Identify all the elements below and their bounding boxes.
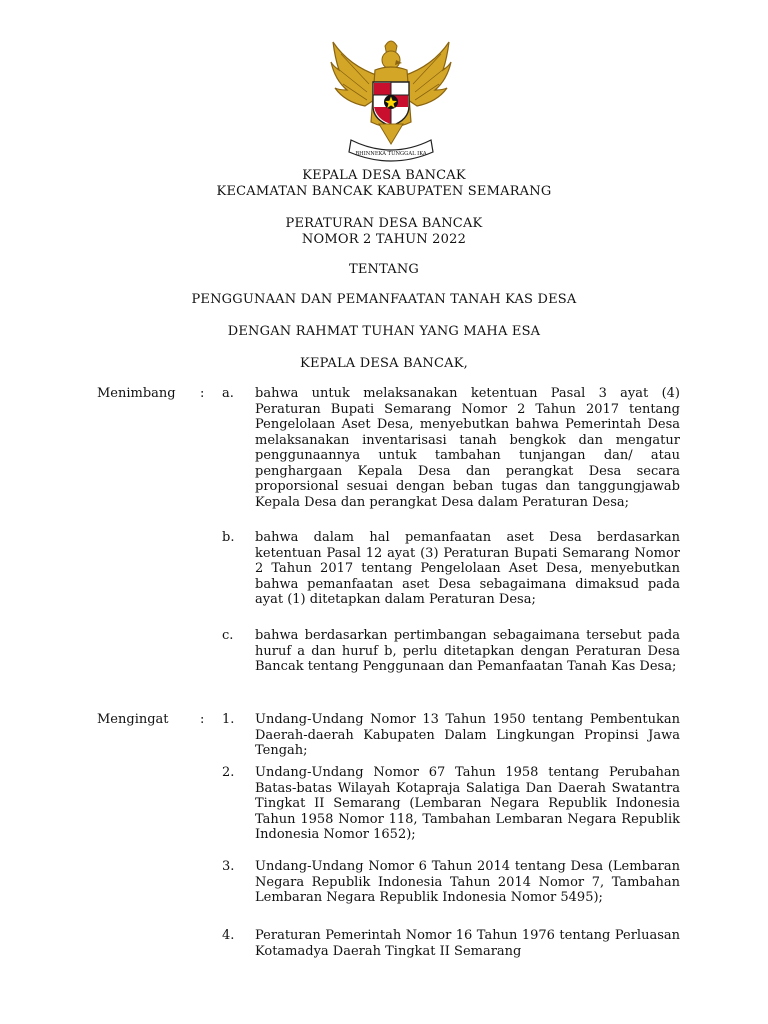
emblem-left-wing — [331, 42, 379, 106]
mengingat-colon: : — [200, 712, 205, 727]
regulation-number: NOMOR 2 TAHUN 2022 — [301, 232, 467, 247]
mengingat-item-1: Undang-Undang Nomor 13 Tahun 1950 tentang Pembentukan Daerah-daerah Kabupaten Dalam Lingkungan Propinsi Jawa Tengah; — [255, 712, 680, 758]
garuda-pancasila-emblem — [329, 36, 453, 166]
blessing-line: DENGAN RAHMAT TUHAN YANG MAHA ESA — [227, 324, 541, 339]
mengingat-item-4: Peraturan Pemerintah Nomor 16 Tahun 1976 tentang Perluasan Kotamadya Daerah Tingkat II Semarang — [255, 928, 680, 959]
mengingat-marker-4: 4. — [222, 928, 235, 943]
mengingat-marker-2: 2. — [222, 765, 235, 780]
title-line-2: KECAMATAN BANCAK KABUPATEN SEMARANG — [216, 184, 552, 199]
authority-line: KEPALA DESA BANCAK, — [300, 356, 468, 371]
about-heading: TENTANG — [348, 262, 420, 277]
menimbang-marker-c: c. — [222, 628, 234, 643]
emblem-shield — [373, 82, 409, 126]
subject-heading: PENGGUNAAN DAN PEMANFAATAN TANAH KAS DESA — [191, 292, 577, 307]
menimbang-label: Menimbang — [97, 386, 176, 401]
menimbang-item-a: bahwa untuk melaksanakan ketentuan Pasal 3 ayat (4) Peraturan Bupati Semarang Nomor 2 Tahun 2017 tentang Pengelolaan Aset Desa, menyebutkan bahwa Pemerintah Desa melaksanakan inventarisasi tanah bengkok dan mengatur penggunaannya untuk tambahan tunjangan dan/ atau penghargaan Kepala Desa dan perangkat Desa secara proporsional sesuai dengan beban tugas dan tanggungjawab Kepala Desa dan perangkat Desa dalam Peraturan Desa; — [255, 386, 680, 510]
emblem-head — [382, 51, 400, 69]
emblem-motto: BHINNEKA TUNGGAL IKA — [355, 151, 427, 157]
emblem-tail — [379, 124, 403, 144]
mengingat-item-2: Undang-Undang Nomor 67 Tahun 1958 tentang Perubahan Batas-batas Wilayah Kotapraja Salatiga Dan Daerah Swatantra Tingkat II Semarang (Lembaran Negara Republik Indonesia Tahun 1958 Nomor 118, Tambahan Lembaran Negara Republik Indonesia Nomor 1652); — [255, 765, 680, 842]
menimbang-item-b: bahwa dalam hal pemanfaatan aset Desa berdasarkan ketentuan Pasal 12 ayat (3) Peraturan Bupati Semarang Nomor 2 Tahun 2017 tentang Pengelolaan Aset Desa, menyebutkan bahwa pemanfaatan aset Desa sebagaimana dimaksud pada ayat (1) ditetapkan dalam Peraturan Desa; — [255, 530, 680, 607]
menimbang-marker-a: a. — [222, 386, 234, 401]
regulation-title: PERATURAN DESA BANCAK — [285, 216, 483, 231]
menimbang-item-c: bahwa berdasarkan pertimbangan sebagaimana tersebut pada huruf a dan huruf b, perlu ditetapkan dengan Peraturan Desa Bancak tentang Penggunaan dan Pemanfaatan Tanah Kas Desa; — [255, 628, 680, 674]
mengingat-marker-3: 3. — [222, 859, 235, 874]
mengingat-label: Mengingat — [97, 712, 169, 727]
menimbang-marker-b: b. — [222, 530, 235, 545]
mengingat-marker-1: 1. — [222, 712, 235, 727]
mengingat-item-3: Undang-Undang Nomor 6 Tahun 2014 tentang Desa (Lembaran Negara Republik Indonesia Tahun 2014 Nomor 7, Tambahan Lembaran Negara Republik Indonesia Nomor 5495); — [255, 859, 680, 905]
menimbang-colon: : — [200, 386, 205, 401]
emblem-right-wing — [403, 42, 451, 106]
title-line-1: KEPALA DESA BANCAK — [302, 168, 466, 183]
